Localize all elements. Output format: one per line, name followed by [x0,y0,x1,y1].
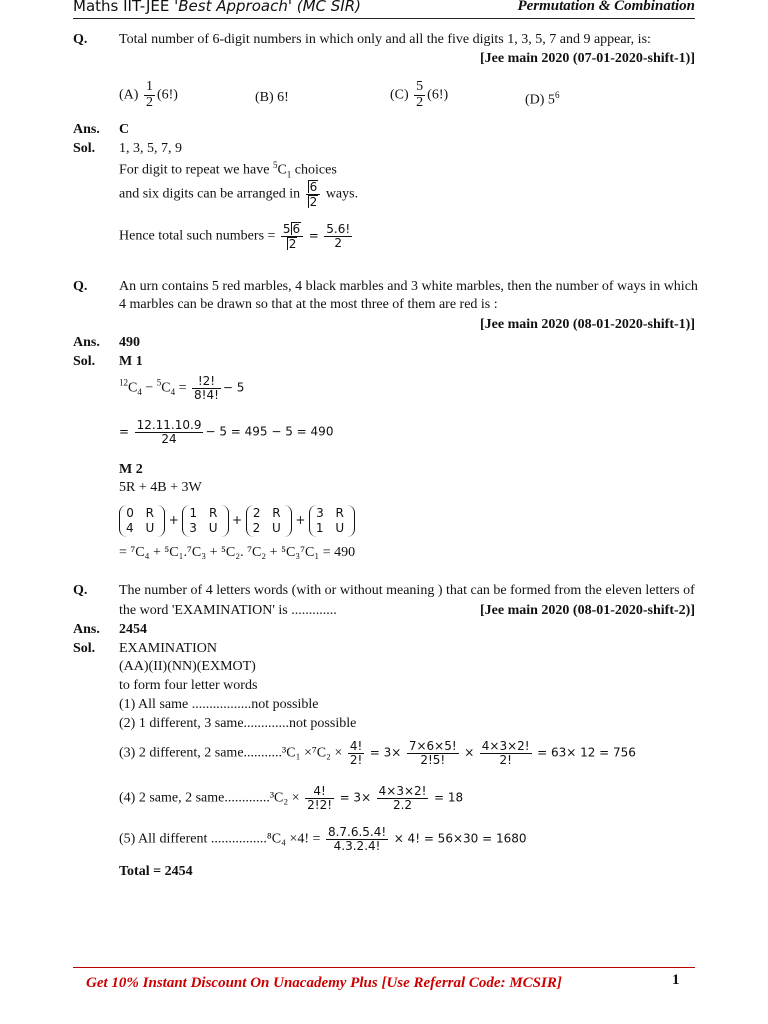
header-chapter: Permutation & Combination [517,0,695,14]
q3-text-line2: the word 'EXAMINATION' is ............. [119,603,337,618]
q3-label: Q. [73,583,88,598]
q3-case2: (2) 1 different, 3 same.............not possible [119,716,357,731]
q2-final-line: = ⁷C₄ + ⁵C₁.⁷C₃ + ⁵C₂. ⁷C₂ + ⁵C₃⁷C₁ = 490 [119,545,356,560]
q1-sol-line2: For digit to repeat we have $^5C_1$ choices [119,160,337,180]
q1-sol-line1: 1, 3, 5, 7, 9 [119,141,182,156]
q1-source: [Jee main 2020 (07-01-2020-shift-1)] [479,51,695,66]
q1-ans-label: Ans. [73,122,100,137]
q3-case4: (4) 2 same, 2 same.............³C₂ × $\frac{4!}{2!2!}$ = 3× $\frac{4\times 3\times 2!}{2.2}$ = 18 [119,784,464,812]
header-subject: Maths IIT-JEE [73,0,175,15]
q2-source: [Jee main 2020 (08-01-2020-shift-1)] [479,317,695,332]
q3-answer: 2454 [119,622,147,637]
q1-option-b: (B) 6! [255,90,289,105]
q2-answer: 490 [119,335,140,350]
q2-method1-line2: = $\frac{12.11.10.9}{24}$ − 5 = 495 − 5 = 490 [119,418,334,446]
q1-label: Q. [73,32,88,47]
q1-sol-label: Sol. [73,141,96,156]
q3-case3: (3) 2 different, 2 same...........³C₁ ×⁷C₂ × $\frac{4!}{2!}$ = 3× $\frac{7\times 6\times 5!}{2!5!}$ × $\frac{4\times 3\times 2!}{2!}$ = 63× 12 = 756 [119,739,636,767]
q2-text-line2: 4 marbles can be drawn so that at the most three of them are red is : [119,297,498,312]
q2-ans-label: Ans. [73,335,100,350]
q3-case5: (5) All different ................⁸C₄ ×4! = $\frac{8.7.6.5.4!}{4.3.2.4!}$ × 4! = 56×30 = 1680 [119,825,527,853]
q2-method2-label: M 2 [119,462,143,477]
page-header [73,0,695,19]
q1-option-a: (A) $\frac{1}{2}$ (6!) [119,79,178,110]
q2-combination-matrices: 0 R 4 U + 1 R 3 U + 2 R 2 U + 3 R 1 U [119,505,355,537]
q2-method2-line1: 5R + 4B + 3W [119,480,202,495]
q2-matrix-2: 1 R 3 U [182,505,228,537]
q3-text-line1: The number of 4 letters words (with or without meaning ) that can be formed from the eleven letters of [119,583,695,598]
q1-text: Total number of 6-digit numbers in which only and all the five digits 1, 3, 5, 7 and 9 appear, is: [119,32,651,47]
q2-matrix-3: 2 R 2 U [246,505,292,537]
q2-sol-label: Sol. [73,354,96,369]
page-number: 1 [672,972,680,988]
q2-matrix-4: 3 R 1 U [309,505,355,537]
q3-sol-line2: (AA)(II)(NN)(EXMOT) [119,659,256,674]
footer-promo: Get 10% Instant Discount On Unacademy Plus [Use Referral Code: MCSIR] [86,975,562,991]
q1-option-d: (D) $5^6$ [525,90,560,108]
header-left [73,0,361,15]
q3-sol-line3: to form four letter words [119,678,258,693]
header-brand: 'Best Approach' (MC SIR) [174,0,361,15]
q3-ans-label: Ans. [73,622,100,637]
q2-method1-label: M 1 [119,354,143,369]
q2-text-line1: An urn contains 5 red marbles, 4 black marbles and 3 white marbles, then the number of ways in which [119,279,698,294]
q2-label: Q. [73,279,88,294]
q3-total: Total = 2454 [119,864,193,879]
q1-sol-line3: and six digits can be arranged in $\frac{6}{2}$ ways. [119,180,359,209]
q3-sol-line1: EXAMINATION [119,641,217,656]
q2-matrix-1: 0 R 4 U [119,505,165,537]
footer-divider [73,967,695,968]
q1-answer: C [119,122,130,137]
q3-case1: (1) All same .................not possible [119,697,319,712]
q2-method1-line1: $^{12}C_4 - ^5C_4$ = $\frac{!2!}{8!4!}$ − 5 [119,374,245,402]
q1-sol-line4: Hence total such numbers = $\frac{5 6}{2}$ = $\frac{5.6!}{2}$ [119,222,351,251]
q3-sol-label: Sol. [73,641,96,656]
q3-source: [Jee main 2020 (08-01-2020-shift-2)] [479,603,695,618]
q1-option-c: (C) $\frac{5}{2}$ (6!) [390,79,449,110]
